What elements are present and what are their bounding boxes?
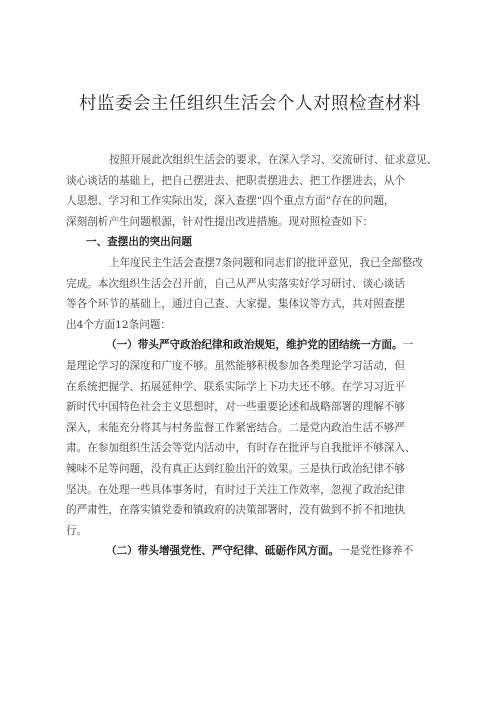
subsection1-line-2: 在系统把握学、拓展延伸学、联系实际学上下功夫还不够。在学习习近平 (66, 380, 405, 393)
subsection1-line-1: 是理论学习的深度和广度不够。虽然能够积极参加各类理论学习活动，但 (66, 359, 405, 372)
subsection1-heading: （一）带头严守政治纪律和政治规矩，维护党的团结统一方面。 (106, 339, 403, 352)
document-body (66, 150, 464, 562)
subsection1-heading-line (88, 335, 464, 356)
subsection2-heading: （二）带头增强党性、严守纪律、砥砺作风方面。 (106, 545, 340, 558)
section1-line-2: 完成。本次组织生活会召开前，自己从严从实落实好学习研讨、谈心谈话 (66, 277, 405, 290)
intro-line-3: 人思想、学习和工作实际出发，深入查摆“四个重点方面”存在的问题， (66, 195, 395, 208)
subsection1-line-7: 坚决。在处理一些具体事务时，有时过于关注工作效率，忽视了政治纪律 (66, 483, 405, 496)
subsection1-line-8: 的严肃性，在落实镇党委和镇政府的决策部署时，没有做到不折不扣地执 (66, 504, 405, 517)
section1-line-3: 等各个环节的基础上，通过自己查、大家提、集体议等方式，共对照查摆 (66, 298, 405, 311)
document-title: 村监委会主任组织生活会个人对照检查材料 (79, 94, 421, 114)
section1-line-4: 出4个方面12条问题： (66, 318, 171, 331)
section1-heading: 一、查摆出的突出问题 (86, 236, 192, 249)
subsection1-line-3: 新时代中国特色社会主义思想时，对一些重要论述和战略部署的理解不够 (66, 401, 405, 414)
section1-line-1: 上年度民主生活会查摆7条问题和同志们的批评意见，我已全部整改 (109, 256, 423, 269)
subsection1-line-4: 深入，未能充分将其与村务监督工作紧密结合。二是党内政治生活不够严 (66, 421, 405, 434)
intro-line-1: 按照开展此次组织生活会的要求，在深入学习、交流研讨、征求意见、 (109, 154, 438, 166)
intro-line-4: 深刻剖析产生问题根源，针对性提出改进措施。现对照检查如下： (66, 215, 374, 228)
intro-line-2: 谈心谈话的基础上，把自己摆进去、把职责摆进去、把工作摆进去，从个 (66, 174, 405, 187)
subsection1-line-5: 肃。在参加组织生活会等党内活动中，有时存在批评与自我批评不够深入、 (66, 442, 416, 455)
subsection1-heading-tail: 一 (402, 339, 414, 352)
subsection2-heading-line (88, 541, 464, 562)
subsection2-heading-tail: 一是党性修养不 (339, 545, 414, 558)
subsection1-line-6: 辣味不足等问题，没有真正达到红脸出汗的效果。三是执行政治纪律不够 (66, 462, 405, 475)
subsection1-line-9: 行。 (66, 524, 88, 537)
